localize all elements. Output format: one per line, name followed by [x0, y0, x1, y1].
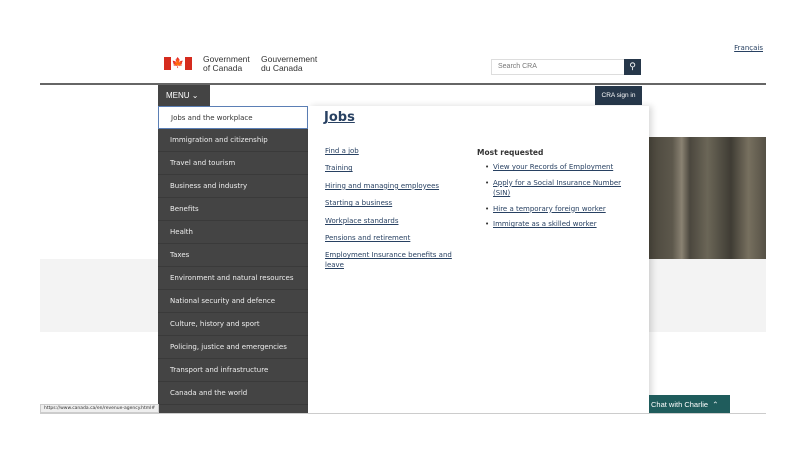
most-requested-item — [477, 178, 627, 199]
chat-label: Chat with Charlie — [651, 400, 709, 409]
language-toggle-link[interactable]: Français — [734, 44, 763, 52]
menu-item[interactable]: Culture, history and sport — [158, 313, 308, 336]
signature-line: of Canada — [203, 63, 243, 73]
chevron-down-icon: ⌄ — [191, 91, 199, 100]
signature-line: du Canada — [261, 63, 303, 73]
browser-viewport — [40, 40, 766, 414]
header-divider — [40, 83, 766, 85]
most-requested-item — [477, 162, 627, 173]
menu-item[interactable]: Jobs and the workplace — [158, 106, 308, 129]
status-bar-url: https://www.canada.ca/en/revenue-agency.html# — [40, 404, 159, 413]
menu-label: MENU — [166, 91, 190, 100]
menu-list — [158, 106, 308, 414]
search-icon: ⚲ — [629, 62, 636, 72]
cra-sign-in-button[interactable]: CRA sign in — [595, 86, 642, 105]
building-photo — [649, 137, 766, 259]
panel-links — [325, 146, 465, 278]
panel-link[interactable]: Workplace standards — [325, 216, 399, 225]
menu-item[interactable]: Immigration and citizenship — [158, 129, 308, 152]
most-requested-link[interactable]: Hire a temporary foreign worker — [493, 204, 606, 213]
signature-line: Gouvernement — [261, 54, 318, 64]
panel-link[interactable]: Employment Insurance benefits and leave — [325, 251, 452, 270]
menu-item[interactable]: National security and defence — [158, 290, 308, 313]
most-requested-item — [477, 204, 627, 215]
signature-french[interactable] — [261, 55, 317, 73]
panel-link[interactable]: Pensions and retirement — [325, 233, 411, 242]
canada-flag-icon: 🍁 — [164, 57, 192, 70]
menu-item[interactable]: Benefits — [158, 198, 308, 221]
signature-english[interactable] — [203, 55, 250, 73]
chevron-up-icon: ⌃ — [712, 400, 719, 409]
panel-link[interactable]: Training — [325, 164, 353, 173]
most-requested-link[interactable]: View your Records of Employment — [493, 163, 614, 171]
most-requested-link[interactable]: Apply for a Social Insurance Number (SIN) — [493, 178, 622, 197]
search-input[interactable]: Search CRA — [491, 59, 625, 75]
panel-title[interactable]: Jobs — [324, 110, 355, 125]
most-requested-item — [477, 219, 627, 230]
menu-item[interactable]: Taxes — [158, 244, 308, 267]
search-button[interactable] — [624, 59, 641, 75]
panel-link[interactable]: Find a job — [325, 147, 359, 155]
menu-item[interactable]: Environment and natural resources — [158, 267, 308, 290]
menu-item[interactable]: Travel and tourism — [158, 152, 308, 175]
menu-item[interactable]: Business and industry — [158, 175, 308, 198]
most-requested-link[interactable]: Immigrate as a skilled worker — [493, 220, 597, 228]
most-requested-heading: Most requested — [477, 148, 544, 157]
menu-item[interactable]: Canada and the world — [158, 382, 308, 405]
panel-link[interactable]: Starting a business — [325, 199, 393, 208]
menu-item[interactable]: Policing, justice and emergencies — [158, 336, 308, 359]
menu-item[interactable]: Health — [158, 221, 308, 244]
menu-item[interactable]: Transport and infrastructure — [158, 359, 308, 382]
submenu-panel — [308, 106, 649, 414]
signature-line: Government — [203, 54, 250, 64]
menu-button[interactable] — [158, 85, 210, 106]
chat-with-charlie-button[interactable] — [649, 395, 730, 414]
panel-link[interactable]: Hiring and managing employees — [325, 181, 440, 190]
most-requested — [477, 148, 627, 235]
